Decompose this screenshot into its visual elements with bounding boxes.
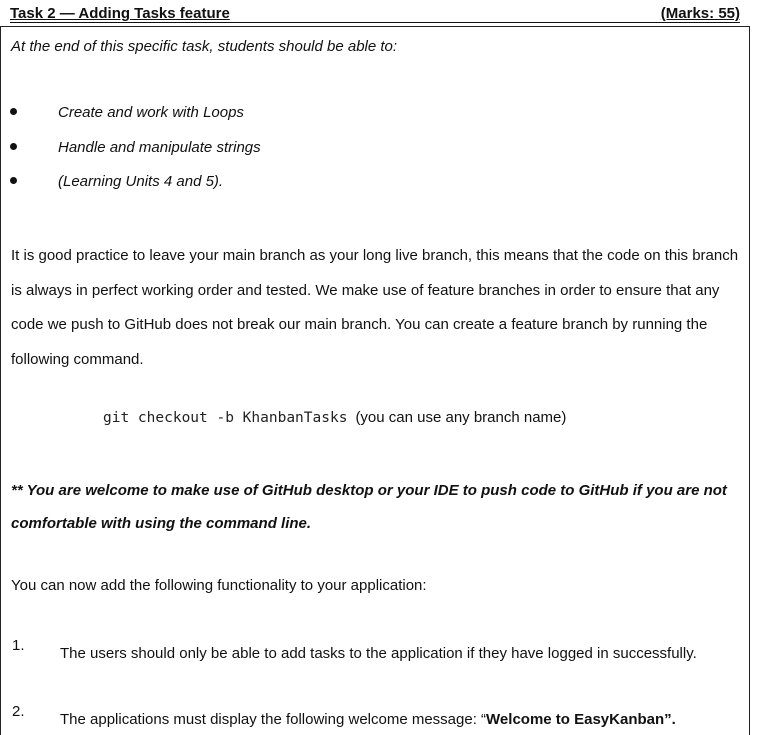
intro-text: At the end of this specific task, students should be able to: — [11, 38, 398, 55]
item-text: The users should only be able to add tasks to the application if they have logged in successfully. — [60, 645, 697, 662]
item-number: 1. — [12, 637, 25, 654]
bullet-icon — [10, 108, 17, 115]
git-command-code: git checkout -b KhanbanTasks — [103, 410, 348, 426]
task-header — [10, 3, 740, 23]
task-content-box — [0, 26, 750, 735]
welcome-message: Welcome to EasyKanban”. — [486, 711, 676, 728]
list-item-text: (Learning Units 4 and 5). — [58, 173, 224, 190]
item-number: 2. — [12, 703, 25, 720]
list-item-text: Handle and manipulate strings — [58, 139, 261, 156]
item-text — [60, 703, 740, 735]
list-item — [0, 137, 740, 161]
branch-practice-paragraph: It is good practice to leave your main branch as your long live branch, this means that the code on this branch is always in perfect working order and tested. We make use of feature branches in order to ensure that any code we push to GitHub does not break our main branch. You can create a feature branch by running the following command. — [11, 247, 739, 368]
list-item — [0, 102, 740, 126]
bullet-icon — [10, 177, 17, 184]
git-command-line — [103, 409, 566, 426]
bullet-icon — [10, 143, 17, 150]
git-command-note: (you can use any branch name) — [355, 409, 567, 426]
task-marks: (Marks: 55) — [660, 5, 740, 22]
github-note: ** You are welcome to make use of GitHub desktop or your IDE to push code to GitHub if you are not comfortable with using the command line. — [11, 482, 727, 532]
item-text-plain: The applications must display the following welcome message: “ — [60, 711, 487, 728]
task-title: Task 2 — Adding Tasks feature — [10, 5, 230, 22]
list-item — [0, 171, 740, 195]
functionality-lead-text: You can now add the following functionality to your application: — [11, 577, 427, 594]
list-item-text: Create and work with Loops — [58, 104, 244, 121]
